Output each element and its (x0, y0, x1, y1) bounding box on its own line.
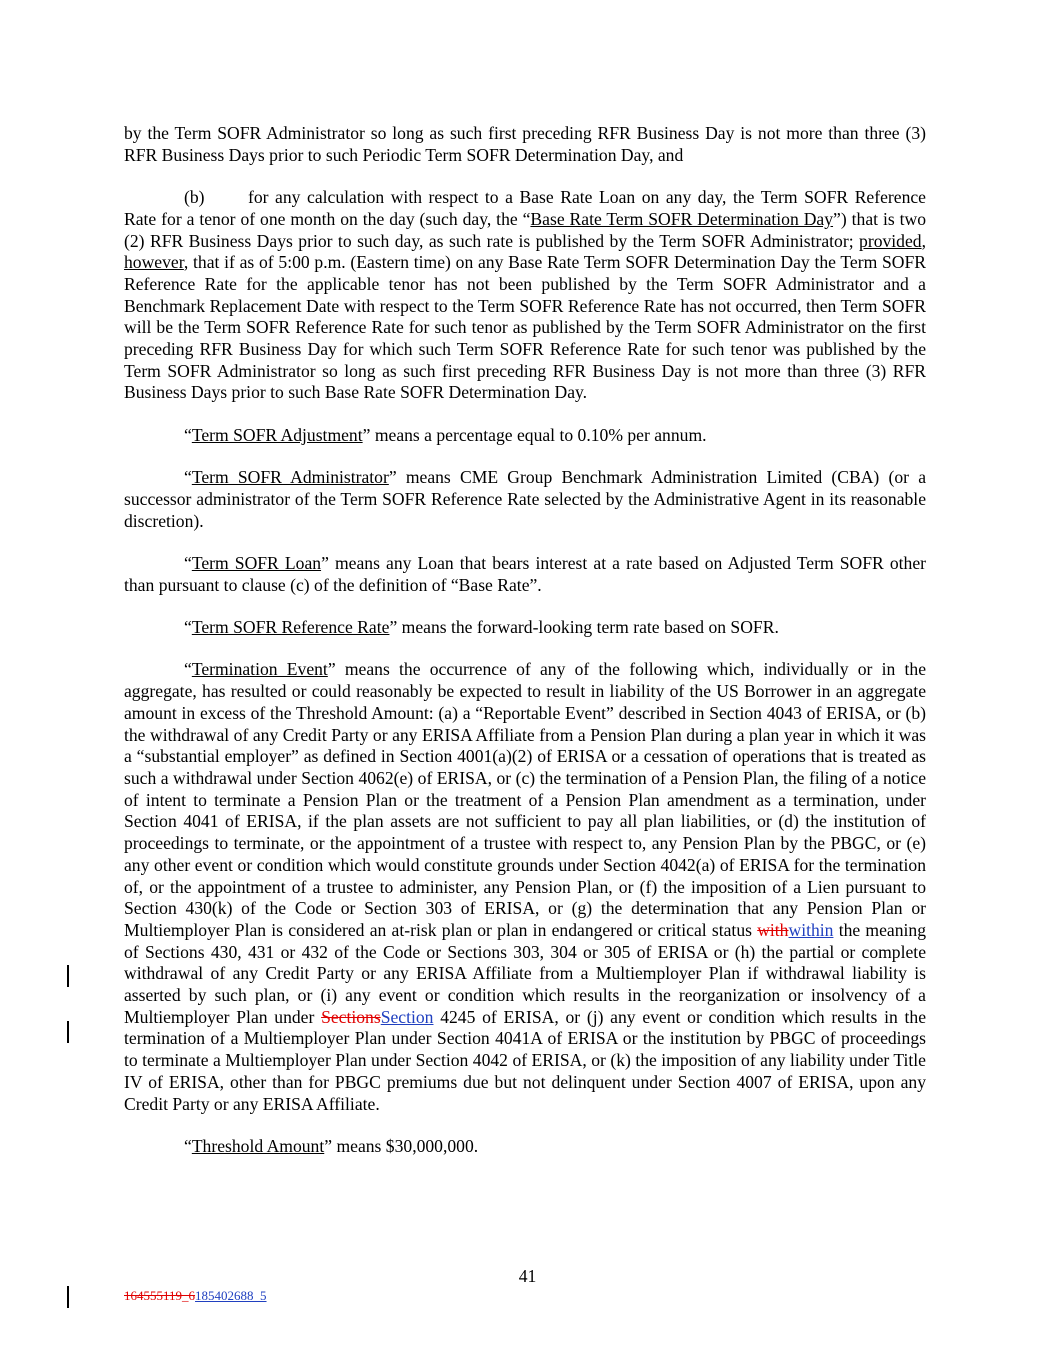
inserted-text-section: Section (380, 1006, 434, 1027)
definition-term-sofr-loan (124, 553, 926, 596)
page-number: 41 (518, 1266, 537, 1286)
inserted-text-within: within (788, 919, 834, 940)
defined-term: Threshold Amount (191, 1135, 325, 1156)
clause-b-text-2: ”) that is two (2) RFR Business Days prior to such day, as such rate is published by the Term SOFR Administrator; (124, 208, 927, 251)
clause-b-label: (b) (184, 187, 205, 208)
defined-term: Term SOFR Administrator (191, 467, 389, 488)
definition-termination-event (124, 659, 926, 1115)
open-quote: “ (184, 1135, 192, 1156)
open-quote: “ (184, 467, 192, 488)
defined-term-base-rate-determination-day: Base Rate Term SOFR Determination Day (530, 208, 834, 229)
document-body (124, 123, 926, 1178)
open-quote: “ (184, 617, 192, 638)
termination-text-1: ” means the occurrence of any of the following which, individually or in the aggregate, has resulted or could reasonably be expected to result in liability of the US Borrower in an aggregate amount in excess of the Threshold Amount: (a) a “Reportable Event” described in Section 4043 of ERISA, or (b) the withdrawal of any Credit Party or any ERISA Affiliate from a Pension Plan during a plan year in which it was a “substantial employer” as defined in Section 4001(a)(2) of ERISA or a cessation of operations that is treated as such a withdrawal under Section 4062(e) of ERISA, or (c) the termination of a Pension Plan, the filing of a notice of intent to terminate a Pension Plan or the treatment of a Pension Plan amendment as a termination, under Section 4041 of ERISA, if the plan assets are not sufficient to pay all plan liabilities, or (d) the institution of proceedings to terminate, or the appointment of a trustee with respect to, any Pension Plan by the PBGC, or (e) any other event or condition which would constitute grounds under Section 4042(a) of ERISA for the termination of, or the appointment of a trustee to administer, any Pension Plan, or (f) the imposition of a Lien pursuant to Section 430(k) of the Code or Section 303 of ERISA, or (g) the determination that any Pension Plan or Multiemployer Plan is considered an at-risk plan or plan in endangered or critical status (124, 659, 927, 940)
definition-text: ” means a percentage equal to 0.10% per annum. (362, 424, 707, 445)
defined-term: Term SOFR Loan (191, 553, 322, 573)
termination-text-3: 4245 of ERISA, or (j) any event or condition which results in the termination of a Multiemployer Plan under Section 4041A of ERISA or the institution by PBGC of proceedings to terminate a Multiemployer Plan under Section 4042 of ERISA, or (k) the imposition of any liability under Title IV of ERISA, other than for PBGC premiums due but not delinquent under Section 4007 of ERISA, upon any Credit Party or any ERISA Affiliate. (124, 1006, 927, 1114)
definition-text: ” means the forward-looking term rate based on SOFR. (389, 617, 779, 638)
definition-threshold-amount (124, 1136, 926, 1158)
doc-id-deleted: 164555119_6 (124, 1288, 196, 1303)
clause-b-comma: , (921, 230, 926, 251)
continuation-text: by the Term SOFR Administrator so long as such first preceding RFR Business Day is not more than three (3) RFR Business Days prior to such Periodic Term SOFR Determination Day, and (124, 123, 926, 165)
definition-term-sofr-adjustment (124, 425, 926, 447)
termination-text-2: the meaning of Sections 430, 431 or 432 of the Code or Sections 303, 304 or 305 of ERISA or (h) the partial or complete withdrawal of any Credit Party or any ERISA Affiliate from a Multiemployer Plan if withdrawal liability is asserted by such plan, or (i) any event or condition which results in the reorganization or insolvency of a Multiemployer Plan under (124, 919, 927, 1027)
defined-term: Term SOFR Reference Rate (191, 617, 390, 638)
open-quote: “ (184, 424, 192, 445)
open-quote: “ (184, 659, 192, 680)
change-bar-doc-id (67, 1286, 69, 1308)
defined-term: Termination Event (191, 659, 328, 680)
definition-text: ” means $30,000,000. (324, 1135, 479, 1156)
continuation-paragraph (124, 123, 926, 166)
definition-text: ” means any Loan that bears interest at a rate based on Adjusted Term SOFR other than pursuant to clause (c) of the definition of “Base Rate”. (124, 553, 927, 595)
deleted-text-sections: Sections (321, 1006, 381, 1027)
provided-word: provided (859, 230, 922, 251)
change-bar-within (67, 965, 69, 987)
defined-term: Term SOFR Adjustment (191, 424, 363, 445)
change-bar-section (67, 1021, 69, 1043)
definition-text: ” means CME Group Benchmark Administration Limited (CBA) (or a successor administrator of the Term SOFR Reference Rate selected by the Administrative Agent in its reasonable discretion). (124, 467, 926, 531)
open-quote: “ (184, 553, 192, 573)
clause-b-text-3: , that if as of 5:00 p.m. (Eastern time) on any Base Rate Term SOFR Determination Day the Term SOFR Reference Rate for the applicable tenor has not been published by the Term SOFR Administrator and a Benchmark Replacement Date with respect to the Term SOFR Reference Rate has not occurred, then Term SOFR will be the Term SOFR Reference Rate for such tenor as published by the Term SOFR Administrator on the first preceding RFR Business Day for which such Term SOFR Reference Rate for such tenor was published by the Term SOFR Administrator so long as such first preceding RFR Business Day is not more than three (3) RFR Business Days prior to such Base Rate SOFR Determination Day. (124, 252, 926, 403)
doc-id-inserted: 185402688_5 (195, 1288, 267, 1303)
clause-b-text-1: for any calculation with respect to a Base Rate Loan on any day, the Term SOFR Reference Rate for a tenor of one month on the day (such day, the “ (124, 187, 926, 229)
however-word: however (124, 252, 184, 273)
definition-term-sofr-reference-rate (124, 617, 926, 639)
clause-b-paragraph (124, 187, 926, 404)
definition-term-sofr-administrator (124, 467, 926, 532)
document-id (124, 1288, 267, 1304)
deleted-text-with: with (757, 919, 789, 940)
